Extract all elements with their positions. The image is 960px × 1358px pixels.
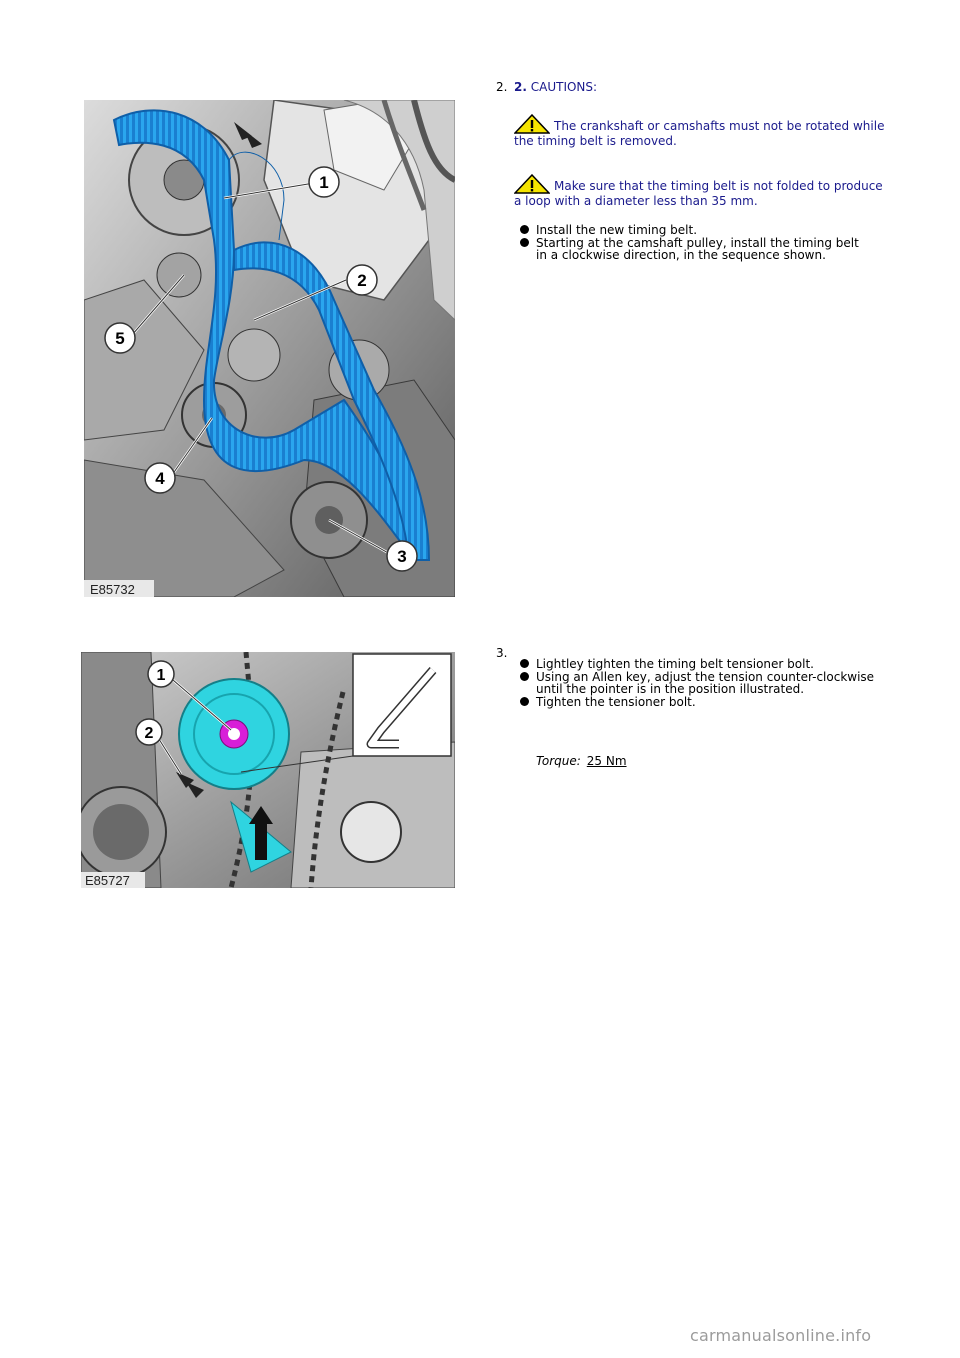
callout-5: 5 bbox=[115, 329, 125, 348]
torque-value: 25 Nm bbox=[586, 754, 627, 768]
torque-spec bbox=[536, 754, 627, 768]
caution-text: Make sure that the timing belt is not folded to produce a loop with a diameter less than 35 mm. bbox=[514, 179, 883, 208]
step-number: 3. bbox=[496, 646, 508, 660]
callout-2: 2 bbox=[357, 271, 367, 290]
step-title-text: CAUTIONS: bbox=[530, 80, 598, 94]
caution-note bbox=[514, 174, 886, 208]
step-title-number: 2. bbox=[514, 80, 527, 94]
list-item: Lightley tighten the timing belt tensioner bolt. bbox=[522, 658, 882, 671]
torque-label: Torque: bbox=[536, 754, 581, 768]
callout-1: 1 bbox=[156, 667, 166, 684]
step-number: 2. bbox=[496, 80, 508, 94]
list-item: Install the new timing belt. bbox=[522, 224, 862, 237]
callout-3: 3 bbox=[397, 547, 407, 566]
list-item: Starting at the camshaft pulley, install the timing belt in a clockwise direction, in the sequence shown. bbox=[522, 237, 862, 262]
callout-1: 1 bbox=[319, 173, 329, 192]
figure-label: E85727 bbox=[85, 873, 130, 888]
callout-4: 4 bbox=[155, 469, 165, 488]
timing-belt-illustration bbox=[84, 100, 455, 597]
step-title bbox=[514, 80, 597, 94]
caution-text: The crankshaft or camshafts must not be rotated while the timing belt is removed. bbox=[514, 119, 885, 148]
callout-2: 2 bbox=[144, 725, 154, 742]
instruction-list bbox=[522, 224, 862, 262]
figure-label: E85732 bbox=[90, 582, 135, 597]
tensioner-illustration bbox=[81, 652, 455, 888]
instruction-list bbox=[522, 658, 882, 708]
caution-note bbox=[514, 114, 886, 148]
warning-triangle-icon bbox=[514, 114, 550, 134]
list-item: Using an Allen key, adjust the tension counter-clockwise until the pointer is in the position illustrated. bbox=[522, 671, 882, 696]
watermark: carmanualsonline.info bbox=[690, 1326, 872, 1345]
warning-triangle-icon bbox=[514, 174, 550, 194]
list-item: Tighten the tensioner bolt. bbox=[522, 696, 882, 709]
